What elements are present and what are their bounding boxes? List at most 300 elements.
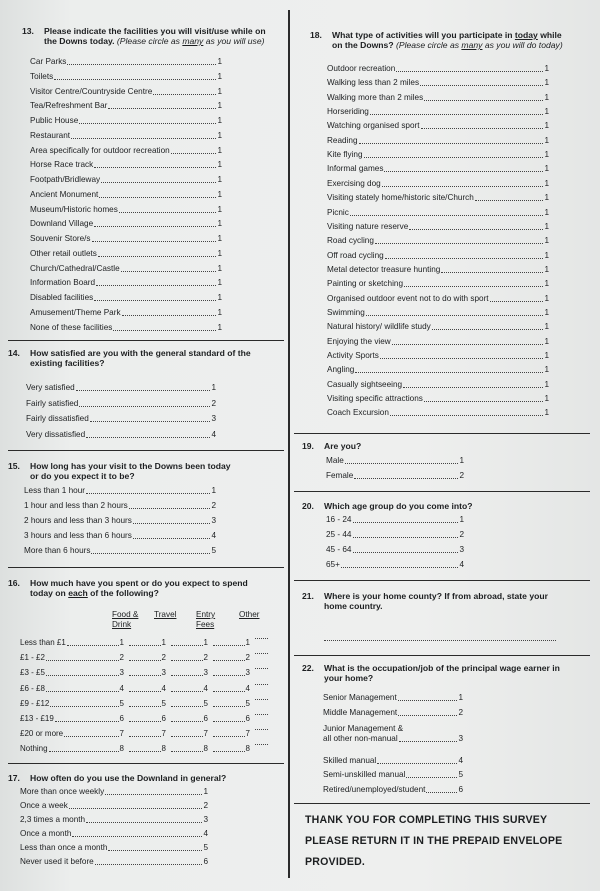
q16-row[interactable] [20, 729, 124, 739]
dotted-leader [255, 668, 268, 669]
q16-code-entry-fees[interactable]: 6 [203, 714, 208, 723]
q13-option[interactable] [30, 278, 222, 288]
q17-option[interactable] [20, 843, 208, 853]
q14-separator [8, 450, 284, 451]
q18-title-underlined: today [514, 30, 538, 40]
q15-option[interactable] [24, 501, 216, 511]
q16-cell[interactable] [128, 699, 166, 709]
q16-code-travel[interactable]: 6 [161, 714, 166, 723]
q13-option[interactable] [30, 264, 222, 274]
dotted-leader [255, 714, 268, 715]
q18-title-line2: on the Downs? [332, 40, 394, 50]
q13-option[interactable] [30, 323, 222, 333]
q22-option-label: all other non-manual [323, 734, 398, 743]
q16-cell[interactable] [128, 653, 166, 663]
q18-option[interactable] [327, 64, 549, 74]
q17-option[interactable] [20, 815, 208, 825]
q17-number: 17. [8, 773, 20, 783]
dotted-leader [171, 736, 203, 737]
q18-option[interactable] [327, 265, 549, 275]
q13-option-code[interactable]: 1 [217, 86, 222, 96]
q16-question [8, 578, 286, 598]
q16-title-line1: How much have you spent or do you expect to spend [30, 578, 248, 588]
q18-option-code[interactable]: 1 [544, 121, 549, 131]
q18-option[interactable] [327, 294, 549, 304]
q16-cell[interactable] [212, 684, 250, 694]
q18-title-line1: What type of activities will you participate in [332, 30, 515, 40]
dotted-leader [76, 390, 211, 391]
q17-option-label: More than once weekly [20, 787, 105, 796]
q16-cell[interactable] [212, 744, 250, 754]
q13-option-code[interactable]: 1 [217, 71, 222, 81]
dotted-leader [384, 171, 543, 172]
q13-option[interactable] [30, 160, 222, 170]
q18-question [310, 30, 595, 50]
q19-option-code[interactable]: 2 [459, 471, 464, 480]
q18-option-code[interactable]: 1 [544, 221, 549, 231]
q14-option[interactable] [26, 399, 216, 409]
dotted-leader [129, 645, 161, 646]
q16-cell[interactable] [170, 638, 208, 648]
q18-option[interactable] [327, 222, 549, 232]
dotted-leader [55, 721, 119, 722]
q18-option-code[interactable]: 1 [544, 293, 549, 303]
q16-code-travel[interactable]: 3 [161, 668, 166, 678]
q22-option[interactable] [323, 708, 463, 718]
q18-option-code[interactable]: 1 [544, 64, 549, 73]
q16-row-label: £6 - £8 [20, 683, 45, 693]
q13-option-code[interactable]: 1 [217, 204, 222, 214]
q17-option[interactable] [20, 857, 208, 867]
q13-option-label: Visitor Centre/Countryside Centre [30, 86, 153, 96]
q16-cell[interactable] [128, 638, 166, 648]
q22-option-code[interactable]: 5 [458, 770, 463, 779]
q16-cell[interactable] [170, 668, 208, 678]
q18-option-code[interactable]: 1 [544, 279, 549, 289]
q18-option-code[interactable]: 1 [544, 394, 549, 404]
dotted-leader [129, 508, 211, 509]
q20-option[interactable] [326, 560, 464, 570]
q18-option-code[interactable]: 1 [544, 207, 549, 217]
dotted-leader [121, 271, 217, 272]
dotted-leader [94, 226, 216, 227]
q14-option-code[interactable]: 4 [211, 429, 216, 439]
q15-option[interactable] [24, 516, 216, 526]
q13-option[interactable] [30, 57, 222, 67]
q13-option-code[interactable]: 1 [217, 145, 222, 155]
q20-option-code[interactable]: 2 [459, 530, 464, 539]
q16-cell[interactable] [170, 744, 208, 754]
q16-code-other[interactable]: 1 [245, 638, 250, 647]
q20-option[interactable] [326, 530, 464, 540]
q13-option[interactable] [30, 116, 222, 126]
dotted-leader [46, 675, 119, 676]
q16-code-food-drink[interactable]: 8 [119, 744, 124, 754]
q16-code-food-drink[interactable]: 5 [119, 698, 124, 708]
q14-title-line2: existing facilities? [30, 358, 105, 368]
q22-option[interactable] [323, 734, 463, 744]
q16-code-food-drink[interactable]: 1 [119, 638, 124, 647]
q16-code-entry-fees[interactable]: 2 [203, 653, 208, 663]
q18-option-label: Outdoor recreation [327, 64, 396, 73]
q16-code-other[interactable]: 6 [245, 714, 250, 723]
q16-code-entry-fees[interactable]: 5 [203, 698, 208, 708]
q18-option-code[interactable]: 1 [544, 351, 549, 360]
q15-option-label: More than 6 hours [24, 546, 91, 556]
q14-number: 14. [8, 348, 20, 358]
q13-option[interactable] [30, 249, 222, 259]
q18-option-code[interactable]: 1 [544, 408, 549, 418]
dotted-leader [96, 285, 216, 286]
q18-option[interactable] [327, 380, 549, 390]
q16-cell[interactable] [212, 668, 250, 678]
thank-you-line1: THANK YOU FOR COMPLETING THIS SURVEY [305, 814, 548, 826]
q15-option[interactable] [24, 486, 216, 496]
dotted-leader [129, 691, 161, 692]
q16-cell[interactable] [128, 744, 166, 754]
q18-option[interactable] [327, 351, 549, 361]
dotted-leader [113, 330, 216, 331]
q15-option-code[interactable]: 2 [211, 501, 216, 511]
q18-option[interactable] [327, 150, 549, 160]
q13-option-code[interactable]: 1 [217, 116, 222, 125]
q18-option-label: Walking less than 2 miles [327, 78, 420, 88]
q17-option-code[interactable]: 2 [203, 800, 208, 810]
dotted-leader [366, 315, 544, 316]
dotted-leader [403, 387, 543, 388]
q18-option-label: Horseriding [327, 107, 369, 117]
q18-option[interactable] [327, 107, 549, 117]
q16-cell[interactable] [128, 714, 166, 724]
dotted-leader [390, 415, 544, 416]
dotted-leader [370, 114, 544, 115]
q13-option-code[interactable]: 1 [217, 263, 222, 273]
q18-option-label: Picnic [327, 207, 349, 217]
q13-title-line1: Please indicate the facilities you will visit/use while on [44, 26, 266, 36]
dotted-leader [420, 85, 543, 86]
q15-option[interactable] [24, 531, 216, 541]
q17-option[interactable] [20, 787, 208, 797]
q16-code-entry-fees[interactable]: 7 [203, 729, 208, 739]
dotted-leader [345, 463, 459, 464]
dotted-leader [406, 777, 457, 778]
q22-option-label: Retired/unemployed/student [323, 785, 426, 794]
q16-row[interactable] [20, 744, 124, 754]
q16-code-entry-fees[interactable]: 8 [203, 744, 208, 754]
q16-cell[interactable] [212, 653, 250, 663]
q13-option-code[interactable]: 1 [217, 278, 222, 288]
q16-code-travel[interactable]: 7 [161, 729, 166, 739]
q16-cell[interactable] [170, 684, 208, 694]
q16-code-travel[interactable]: 5 [161, 698, 166, 708]
q18-option[interactable] [327, 365, 549, 375]
q16-code-travel[interactable]: 4 [161, 683, 166, 693]
q13-option[interactable] [30, 131, 222, 141]
q18-option-code[interactable]: 1 [544, 150, 549, 160]
q20-option-code[interactable]: 4 [459, 560, 464, 569]
dotted-leader [359, 143, 544, 144]
q18-option[interactable] [327, 164, 549, 174]
q21-separator [294, 655, 590, 656]
q18-option-code[interactable]: 1 [544, 250, 549, 260]
q19-separator [294, 491, 590, 492]
q18-option-code[interactable]: 1 [544, 236, 549, 246]
q13-option[interactable] [30, 308, 222, 318]
q13-option-label: Museum/Historic homes [30, 204, 118, 214]
dotted-leader [396, 71, 543, 72]
q16-column-header [154, 610, 176, 620]
q18-option-code[interactable]: 1 [544, 164, 549, 174]
q16-cell[interactable] [170, 699, 208, 709]
q19-option-code[interactable]: 1 [459, 456, 464, 465]
q16-cell-trailing [254, 684, 269, 687]
q16-code-food-drink[interactable]: 6 [119, 714, 124, 723]
q18-option-code[interactable]: 1 [544, 379, 549, 389]
q13-option[interactable] [30, 293, 222, 303]
q18-option-code[interactable]: 1 [544, 78, 549, 88]
q17-question [8, 773, 286, 783]
q13-option-label: Horse Race track [30, 160, 94, 170]
dotted-leader [392, 344, 544, 345]
q13-option-code[interactable]: 1 [217, 101, 222, 111]
q22-title-line1: What is the occupation/job of the principal wage earner in [324, 663, 560, 673]
q21-title-line1: Where is your home county? If from abroad, state your [324, 591, 548, 601]
q16-code-food-drink[interactable]: 4 [119, 683, 124, 693]
q18-option[interactable] [327, 394, 549, 404]
q16-column-header [196, 610, 215, 630]
q18-option[interactable] [327, 337, 549, 347]
q16-code-other[interactable]: 3 [245, 668, 250, 678]
dotted-leader [129, 706, 161, 707]
q13-option-code[interactable]: 1 [217, 234, 222, 243]
q13-option-code[interactable]: 1 [217, 175, 222, 184]
q16-title-underlined: each [68, 588, 88, 598]
q16-cell[interactable] [128, 684, 166, 694]
q16-column-header-line2: Fees [196, 620, 215, 629]
q13-option[interactable] [30, 101, 222, 111]
q21-answer-line[interactable] [324, 640, 556, 641]
q14-option-code[interactable]: 3 [211, 414, 216, 423]
q22-title-line2: your home? [324, 673, 374, 683]
q18-option-code[interactable]: 1 [544, 336, 549, 346]
q22-option-code[interactable]: 2 [458, 708, 463, 717]
q13-option-label: Tea/Refreshment Bar [30, 101, 108, 111]
dotted-leader [255, 684, 268, 685]
q16-cell[interactable] [212, 638, 250, 648]
q18-option[interactable] [327, 208, 549, 218]
q21-question [302, 591, 590, 611]
q22-option-code[interactable]: 6 [458, 785, 463, 794]
q13-option-code[interactable]: 1 [217, 322, 222, 332]
q16-code-other[interactable]: 4 [245, 683, 250, 693]
q18-option[interactable] [327, 408, 549, 418]
q13-option-code[interactable]: 1 [217, 307, 222, 317]
q22-option[interactable] [323, 770, 463, 780]
q18-option-code[interactable]: 1 [544, 264, 549, 274]
q14-option-code[interactable]: 2 [211, 398, 216, 408]
q18-option[interactable] [327, 279, 549, 289]
q16-code-travel[interactable]: 8 [161, 744, 166, 754]
q16-code-food-drink[interactable]: 3 [119, 668, 124, 678]
dotted-leader [213, 721, 245, 722]
q16-cell-trailing [254, 668, 269, 671]
dotted-leader [409, 229, 543, 230]
q22-option-code[interactable]: 3 [458, 734, 463, 743]
q16-cell[interactable] [212, 699, 250, 709]
q16-code-other[interactable]: 8 [245, 744, 250, 754]
q14-option[interactable] [26, 430, 216, 440]
q18-option[interactable] [327, 136, 549, 146]
q14-option-code[interactable]: 1 [211, 383, 216, 392]
dotted-leader [171, 721, 203, 722]
q16-code-entry-fees[interactable]: 3 [203, 668, 208, 678]
q16-code-other[interactable]: 5 [245, 698, 250, 708]
q18-option[interactable] [327, 179, 549, 189]
q15-option[interactable] [24, 546, 216, 556]
q16-number: 16. [8, 578, 20, 588]
q20-option[interactable] [326, 545, 464, 555]
q15-option-code[interactable]: 4 [211, 531, 216, 541]
q13-option-code[interactable]: 1 [217, 130, 222, 140]
q18-option-code[interactable]: 1 [544, 178, 549, 188]
q16-cell[interactable] [170, 714, 208, 724]
q13-option-code[interactable]: 1 [217, 57, 222, 66]
q13-option-code[interactable]: 1 [217, 160, 222, 170]
q14-option[interactable] [26, 383, 216, 393]
q18-option[interactable] [327, 193, 549, 203]
q18-option-label: Enjoying the view [327, 336, 391, 346]
q13-option[interactable] [30, 234, 222, 244]
dotted-leader [46, 691, 119, 692]
q18-option-code[interactable]: 1 [544, 107, 549, 117]
q22-option[interactable] [323, 785, 463, 795]
q16-cell[interactable] [170, 653, 208, 663]
q18-option-label: Organised outdoor event not to do with sport [327, 293, 489, 303]
q16-row[interactable] [20, 653, 124, 663]
q13-option[interactable] [30, 87, 222, 97]
dotted-leader [49, 751, 119, 752]
q16-code-food-drink[interactable]: 2 [119, 653, 124, 663]
q13-option-code[interactable]: 1 [217, 219, 222, 229]
q20-number: 20. [302, 501, 314, 511]
q17-option-code[interactable]: 3 [203, 814, 208, 824]
thank-you-line2: PLEASE RETURN IT IN THE PREPAID ENVELOPE [305, 835, 563, 847]
q17-option-code[interactable]: 6 [203, 856, 208, 866]
q18-option[interactable] [327, 93, 549, 103]
q16-cell[interactable] [212, 729, 250, 739]
dotted-leader [421, 128, 544, 129]
q16-code-travel[interactable]: 2 [161, 653, 166, 663]
dotted-leader [171, 675, 203, 676]
q18-option-code[interactable]: 1 [544, 193, 549, 203]
dotted-leader [398, 700, 458, 701]
q16-cell-trailing [254, 699, 269, 702]
q22-option[interactable] [323, 756, 463, 766]
q13-option-code[interactable]: 1 [217, 293, 222, 302]
q15-option-code[interactable]: 3 [211, 516, 216, 526]
q13-option-code[interactable]: 1 [217, 248, 222, 258]
q18-option[interactable] [327, 78, 549, 88]
q19-option[interactable] [326, 456, 464, 466]
dotted-leader [213, 660, 245, 661]
q18-option-code[interactable]: 1 [544, 365, 549, 375]
q20-option-code[interactable]: 3 [459, 545, 464, 554]
q16-row[interactable] [20, 684, 124, 694]
q16-code-other[interactable]: 7 [245, 729, 250, 739]
q18-hint-end: as you will do today) [482, 40, 563, 50]
q13-option[interactable] [30, 219, 222, 229]
q16-row[interactable] [20, 638, 124, 648]
q16-row-label: Less than £1 [20, 638, 66, 647]
q16-row[interactable] [20, 714, 124, 724]
q18-option-code[interactable]: 1 [544, 322, 549, 332]
q13-option[interactable] [30, 175, 222, 185]
q22-option[interactable] [323, 693, 463, 703]
dotted-leader [72, 836, 202, 837]
q18-option[interactable] [327, 308, 549, 318]
q18-option-code[interactable]: 1 [544, 92, 549, 102]
dotted-leader [171, 691, 203, 692]
q18-option-code[interactable]: 1 [544, 135, 549, 145]
q18-option[interactable] [327, 322, 549, 332]
q13-option[interactable] [30, 146, 222, 156]
q17-option-code[interactable]: 5 [203, 842, 208, 852]
q22-option-code[interactable]: 1 [458, 693, 463, 702]
q16-cell[interactable] [128, 668, 166, 678]
q16-cell[interactable] [170, 729, 208, 739]
q13-option-label: Disabled facilities [30, 293, 94, 302]
dotted-leader [86, 822, 202, 823]
q20-title: Which age group do you come into? [324, 501, 473, 511]
q20-option[interactable] [326, 515, 464, 525]
q16-code-entry-fees[interactable]: 1 [203, 638, 208, 647]
q17-option[interactable] [20, 801, 208, 811]
q16-cell[interactable] [212, 714, 250, 724]
q18-option[interactable] [327, 251, 549, 261]
q18-option[interactable] [327, 236, 549, 246]
q16-cell[interactable] [128, 729, 166, 739]
q22-option-code[interactable]: 4 [458, 756, 463, 765]
q16-row[interactable] [20, 668, 124, 678]
dotted-leader [375, 243, 544, 244]
dotted-leader [129, 721, 161, 722]
q17-option-code[interactable]: 4 [203, 828, 208, 838]
q13-option-code[interactable]: 1 [217, 189, 222, 199]
q15-option-code[interactable]: 5 [211, 546, 216, 556]
q17-option-code[interactable]: 1 [203, 787, 208, 796]
q16-code-entry-fees[interactable]: 4 [203, 683, 208, 693]
q13-option[interactable] [30, 205, 222, 215]
q20-option-code[interactable]: 1 [459, 515, 464, 524]
q16-code-food-drink[interactable]: 7 [119, 729, 124, 739]
q17-option[interactable] [20, 829, 208, 839]
dotted-leader [101, 182, 216, 183]
q13-option-label: Car Parks [30, 57, 67, 66]
dotted-leader [46, 660, 119, 661]
q16-code-travel[interactable]: 1 [161, 638, 166, 647]
q14-option[interactable] [26, 414, 216, 424]
q18-option-code[interactable]: 1 [544, 307, 549, 317]
q15-option-code[interactable]: 1 [211, 486, 216, 495]
q18-option-label: Coach Excursion [327, 408, 389, 418]
q16-code-other[interactable]: 2 [245, 653, 250, 663]
q18-option[interactable] [327, 121, 549, 131]
q19-option[interactable] [326, 471, 464, 481]
q15-option-label: Less than 1 hour [24, 486, 85, 495]
q13-option[interactable] [30, 190, 222, 200]
q16-row[interactable] [20, 699, 124, 709]
q13-option[interactable] [30, 72, 222, 82]
